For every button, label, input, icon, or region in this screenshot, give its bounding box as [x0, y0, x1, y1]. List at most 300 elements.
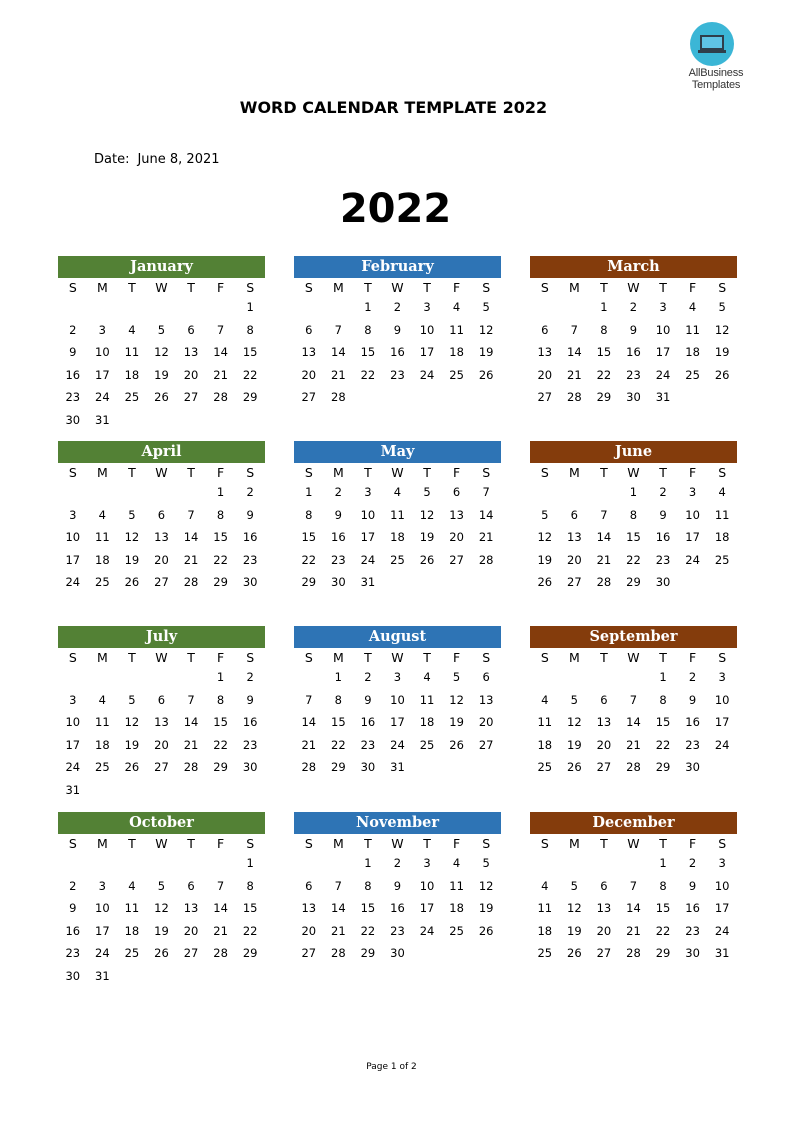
weekday-label: F	[688, 650, 697, 665]
empty-day-cell	[560, 852, 590, 875]
day-cell: 18	[124, 923, 140, 938]
week-row	[58, 875, 265, 898]
empty-day-cell	[324, 296, 354, 319]
day-cell: 4	[541, 878, 549, 893]
day-cell: 13	[301, 345, 317, 359]
day-cell: 23	[685, 923, 700, 938]
day-cell: 12	[714, 322, 730, 337]
month-header: December	[530, 812, 737, 834]
empty-day-cell	[442, 571, 472, 594]
month-header: March	[530, 256, 737, 278]
day-cell: 24	[714, 737, 730, 752]
day-cell: 19	[478, 901, 494, 915]
week-row	[530, 571, 737, 594]
empty-day-cell	[88, 779, 118, 802]
day-cell: 18	[685, 345, 700, 359]
day-cell: 17	[419, 345, 435, 359]
day-cell: 12	[449, 692, 464, 707]
day-cell: 27	[183, 390, 199, 404]
week-row	[530, 711, 737, 734]
week-row	[58, 504, 265, 527]
day-cell: 13	[154, 530, 169, 544]
day-cell: 27	[596, 946, 612, 960]
day-cell: 22	[655, 923, 671, 938]
weekday-label: S	[718, 280, 727, 295]
day-cell: 15	[596, 345, 612, 359]
day-cell: 1	[246, 300, 254, 314]
empty-day-cell	[117, 409, 147, 432]
weekday-label: S	[482, 650, 491, 665]
day-cell: 26	[567, 760, 582, 774]
weekday-label: T	[187, 465, 195, 480]
day-cell: 2	[688, 856, 697, 870]
day-cell: 7	[570, 322, 578, 337]
day-cell: 3	[423, 300, 431, 314]
weekday-label: M	[568, 465, 580, 480]
day-cell: 15	[360, 345, 376, 359]
day-cell: 12	[567, 715, 582, 729]
day-cell: 20	[596, 737, 612, 752]
day-cell: 29	[242, 390, 258, 404]
day-cell: 13	[567, 530, 582, 544]
day-cell: 25	[449, 367, 464, 382]
weekday-label: T	[128, 650, 136, 665]
day-cell: 27	[154, 760, 169, 774]
day-cell: 16	[331, 530, 346, 544]
day-cell: 30	[685, 946, 700, 960]
weekday-label: S	[482, 465, 491, 480]
day-cell: 22	[242, 367, 258, 382]
week-row	[58, 526, 265, 549]
day-cell: 9	[334, 507, 342, 522]
day-cell: 16	[242, 530, 258, 544]
week-row	[530, 341, 737, 364]
day-cell: 7	[187, 692, 195, 707]
weekday-label: S	[718, 650, 727, 665]
empty-day-cell	[235, 779, 265, 802]
empty-day-cell	[324, 852, 354, 875]
week-row	[58, 689, 265, 712]
day-cell: 9	[659, 507, 667, 522]
day-cell: 7	[482, 485, 490, 499]
day-cell: 29	[360, 946, 376, 960]
day-cell: 2	[364, 670, 372, 684]
empty-day-cell	[147, 965, 177, 988]
day-cell: 18	[419, 715, 435, 729]
day-cell: 14	[331, 901, 346, 915]
day-cell: 18	[95, 737, 110, 752]
day-cell: 29	[213, 760, 228, 774]
day-cell: 21	[567, 367, 582, 382]
day-cell: 14	[183, 530, 199, 544]
day-cell: 13	[596, 901, 612, 915]
weekday-label: W	[627, 465, 640, 480]
week-row	[294, 897, 501, 920]
month-header: August	[294, 626, 501, 648]
empty-day-cell	[412, 571, 442, 594]
week-row	[58, 364, 265, 387]
weekday-label: T	[128, 836, 136, 851]
week-row	[58, 756, 265, 779]
weekday-label: F	[216, 465, 225, 480]
day-cell: 30	[685, 760, 700, 774]
day-cell: 25	[124, 946, 140, 960]
day-cell: 23	[685, 737, 700, 752]
day-cell: 30	[655, 575, 671, 589]
day-cell: 9	[688, 692, 697, 707]
week-row	[294, 319, 501, 342]
day-cell: 21	[213, 923, 228, 938]
weekday-label: W	[391, 280, 404, 295]
day-cell: 18	[449, 345, 464, 359]
day-cell: 18	[714, 530, 730, 544]
month-january	[58, 256, 265, 431]
day-cell: 1	[600, 300, 608, 314]
day-cell: 28	[183, 760, 199, 774]
month-header: June	[530, 441, 737, 463]
empty-day-cell	[530, 666, 560, 689]
day-cell: 10	[360, 507, 376, 522]
day-cell: 16	[242, 715, 258, 729]
month-june	[530, 441, 737, 594]
day-cell: 5	[128, 692, 136, 707]
month-header: September	[530, 626, 737, 648]
empty-day-cell	[58, 481, 88, 504]
day-cell: 3	[69, 692, 77, 707]
day-cell: 12	[154, 345, 169, 359]
day-cell: 28	[567, 390, 582, 404]
day-cell: 5	[482, 856, 490, 870]
weekday-label: S	[540, 650, 549, 665]
weekday-label: F	[216, 650, 225, 665]
day-cell: 27	[301, 946, 317, 960]
day-cell: 11	[685, 322, 700, 337]
day-cell: 3	[688, 485, 697, 499]
day-cell: 1	[659, 670, 667, 684]
day-cell: 28	[478, 552, 494, 567]
day-cell: 15	[655, 715, 671, 729]
weekday-label: W	[627, 836, 640, 851]
empty-day-cell	[58, 666, 88, 689]
month-september	[530, 626, 737, 779]
month-header: July	[58, 626, 265, 648]
week-row	[530, 852, 737, 875]
empty-day-cell	[294, 296, 324, 319]
empty-day-cell	[707, 756, 737, 779]
day-cell: 30	[242, 760, 258, 774]
day-cell: 31	[65, 782, 81, 797]
day-cell: 21	[596, 552, 612, 567]
weekday-label: F	[216, 280, 225, 295]
empty-day-cell	[176, 779, 206, 802]
day-cell: 22	[301, 552, 317, 567]
day-cell: 2	[688, 670, 697, 684]
weekday-label: T	[187, 650, 195, 665]
day-cell: 12	[124, 530, 140, 544]
month-october	[58, 812, 265, 987]
day-cell: 25	[449, 923, 464, 938]
weekday-label: S	[482, 836, 491, 851]
day-cell: 15	[213, 530, 228, 544]
day-cell: 26	[537, 575, 553, 589]
day-cell: 13	[301, 901, 317, 915]
day-cell: 12	[537, 530, 553, 544]
day-cell: 3	[718, 670, 726, 684]
empty-day-cell	[383, 386, 413, 409]
day-cell: 17	[95, 367, 110, 382]
empty-day-cell	[206, 965, 236, 988]
week-row	[294, 386, 501, 409]
day-cell: 8	[334, 692, 342, 707]
day-cell: 8	[364, 322, 372, 337]
week-row	[58, 409, 265, 432]
day-cell: 28	[626, 760, 641, 774]
empty-day-cell	[530, 296, 560, 319]
empty-day-cell	[560, 666, 590, 689]
day-cell: 19	[154, 923, 169, 938]
day-cell: 9	[69, 345, 77, 359]
weekday-label: M	[568, 280, 580, 295]
day-cell: 3	[718, 856, 726, 870]
day-cell: 1	[659, 856, 667, 870]
day-cell: 21	[213, 367, 228, 382]
weekday-label: M	[96, 465, 108, 480]
month-header: May	[294, 441, 501, 463]
day-cell: 13	[183, 901, 199, 915]
day-cell: 4	[98, 507, 106, 522]
week-row	[530, 756, 737, 779]
day-cell: 15	[655, 901, 671, 915]
weekday-label: F	[688, 836, 697, 851]
month-july	[58, 626, 265, 801]
weekday-label: T	[364, 650, 372, 665]
day-cell: 12	[478, 878, 494, 893]
day-cell: 20	[154, 552, 169, 567]
day-cell: 2	[659, 485, 667, 499]
day-cell: 7	[629, 692, 638, 707]
empty-day-cell	[471, 571, 501, 594]
day-cell: 5	[423, 485, 431, 499]
day-cell: 22	[655, 737, 671, 752]
laptop-icon	[696, 30, 728, 58]
day-cell: 12	[124, 715, 140, 729]
day-cell: 5	[157, 878, 166, 893]
day-cell: 8	[629, 507, 638, 522]
weekday-label: T	[187, 836, 195, 851]
day-cell: 12	[478, 322, 494, 337]
day-cell: 23	[331, 552, 346, 567]
weekday-label: T	[659, 465, 667, 480]
week-row	[530, 504, 737, 527]
empty-day-cell	[206, 409, 236, 432]
day-cell: 27	[596, 760, 612, 774]
day-cell: 16	[65, 923, 81, 938]
allbusiness-templates-logo	[676, 22, 756, 94]
day-cell: 13	[183, 345, 199, 359]
week-row	[294, 526, 501, 549]
day-cell: 10	[714, 878, 730, 893]
weekday-label: T	[600, 465, 608, 480]
day-cell: 14	[478, 507, 494, 522]
day-cell: 1	[216, 485, 225, 499]
weekday-label: S	[68, 465, 77, 480]
week-row	[294, 571, 501, 594]
empty-day-cell	[176, 296, 206, 319]
week-row	[530, 942, 737, 965]
weekday-label: F	[688, 280, 697, 295]
day-cell: 21	[301, 737, 317, 752]
weekday-label: T	[600, 650, 608, 665]
empty-day-cell	[412, 386, 442, 409]
week-row	[294, 364, 501, 387]
empty-day-cell	[117, 779, 147, 802]
day-cell: 7	[629, 878, 638, 893]
day-cell: 4	[128, 878, 136, 893]
empty-day-cell	[147, 481, 177, 504]
day-cell: 17	[95, 923, 110, 938]
weekday-label: M	[568, 836, 580, 851]
date-value: June 8, 2021	[137, 152, 220, 167]
day-cell: 23	[65, 390, 81, 404]
day-cell: 25	[714, 552, 730, 567]
day-cell: 15	[360, 901, 376, 915]
day-cell: 17	[360, 530, 376, 544]
empty-day-cell	[147, 779, 177, 802]
day-cell: 26	[714, 367, 730, 382]
day-cell: 13	[154, 715, 169, 729]
day-cell: 10	[685, 507, 700, 522]
day-cell: 18	[124, 367, 140, 382]
day-cell: 28	[596, 575, 612, 589]
day-cell: 14	[183, 715, 199, 729]
empty-day-cell	[117, 666, 147, 689]
day-cell: 18	[537, 737, 553, 752]
empty-day-cell	[235, 965, 265, 988]
day-cell: 13	[596, 715, 612, 729]
week-row	[530, 526, 737, 549]
weekday-label: S	[68, 836, 77, 851]
day-cell: 21	[183, 737, 199, 752]
empty-day-cell	[678, 386, 708, 409]
day-cell: 10	[65, 715, 81, 729]
day-cell: 23	[390, 367, 405, 382]
day-cell: 31	[95, 412, 110, 427]
day-cell: 28	[301, 760, 317, 774]
weekday-label: M	[568, 650, 580, 665]
week-row	[294, 756, 501, 779]
day-cell: 9	[393, 878, 402, 893]
day-cell: 25	[95, 575, 110, 589]
day-cell: 20	[301, 923, 317, 938]
weekday-header-row	[294, 835, 501, 852]
weekday-label: F	[452, 836, 461, 851]
day-cell: 7	[216, 322, 225, 337]
day-cell: 14	[301, 715, 317, 729]
day-cell: 30	[390, 946, 405, 960]
day-cell: 15	[213, 715, 228, 729]
day-cell: 19	[419, 530, 435, 544]
weekday-label: T	[659, 650, 667, 665]
day-cell: 28	[331, 946, 346, 960]
month-header: February	[294, 256, 501, 278]
day-cell: 17	[685, 530, 700, 544]
day-cell: 22	[596, 367, 612, 382]
week-row	[58, 386, 265, 409]
day-cell: 7	[187, 507, 195, 522]
day-cell: 14	[331, 345, 346, 359]
logo-text-line2: Templates	[691, 79, 741, 91]
weekday-header-row	[58, 464, 265, 481]
day-cell: 19	[537, 552, 553, 567]
month-header: October	[58, 812, 265, 834]
day-cell: 27	[183, 946, 199, 960]
day-cell: 25	[685, 367, 700, 382]
empty-day-cell	[176, 666, 206, 689]
day-cell: 6	[187, 322, 195, 337]
empty-day-cell	[235, 409, 265, 432]
day-cell: 28	[331, 390, 346, 404]
weekday-label: T	[187, 280, 195, 295]
day-cell: 19	[567, 923, 582, 938]
month-april	[58, 441, 265, 594]
empty-day-cell	[88, 852, 118, 875]
day-cell: 31	[655, 390, 671, 404]
empty-day-cell	[147, 409, 177, 432]
empty-day-cell	[117, 965, 147, 988]
day-cell: 9	[393, 322, 402, 337]
weekday-label: F	[452, 650, 461, 665]
day-cell: 22	[626, 552, 641, 567]
weekday-label: S	[246, 280, 255, 295]
day-cell: 20	[567, 552, 582, 567]
day-cell: 24	[714, 923, 730, 938]
empty-day-cell	[530, 481, 560, 504]
day-cell: 8	[216, 692, 225, 707]
day-cell: 8	[305, 507, 313, 522]
weekday-label: S	[246, 650, 255, 665]
day-cell: 29	[242, 946, 258, 960]
day-cell: 29	[655, 760, 671, 774]
day-cell: 21	[331, 367, 346, 382]
empty-day-cell	[412, 756, 442, 779]
day-cell: 10	[65, 530, 81, 544]
day-cell: 6	[600, 878, 608, 893]
day-cell: 22	[213, 552, 228, 567]
day-cell: 8	[246, 322, 254, 337]
empty-day-cell	[176, 481, 206, 504]
day-cell: 24	[360, 552, 376, 567]
empty-day-cell	[471, 942, 501, 965]
weekday-label: S	[540, 836, 549, 851]
day-cell: 29	[626, 575, 641, 589]
weekday-header-row	[530, 649, 737, 666]
day-cell: 2	[69, 878, 77, 893]
day-cell: 17	[65, 737, 81, 752]
day-cell: 27	[567, 575, 582, 589]
day-cell: 29	[213, 575, 228, 589]
day-cell: 27	[537, 390, 553, 404]
month-header: November	[294, 812, 501, 834]
day-cell: 31	[714, 946, 730, 960]
weekday-header-row	[294, 649, 501, 666]
day-cell: 4	[98, 692, 106, 707]
weekday-label: T	[364, 465, 372, 480]
day-cell: 16	[390, 901, 405, 915]
month-header: January	[58, 256, 265, 278]
week-row	[58, 779, 265, 802]
day-cell: 21	[626, 737, 641, 752]
day-cell: 22	[213, 737, 228, 752]
